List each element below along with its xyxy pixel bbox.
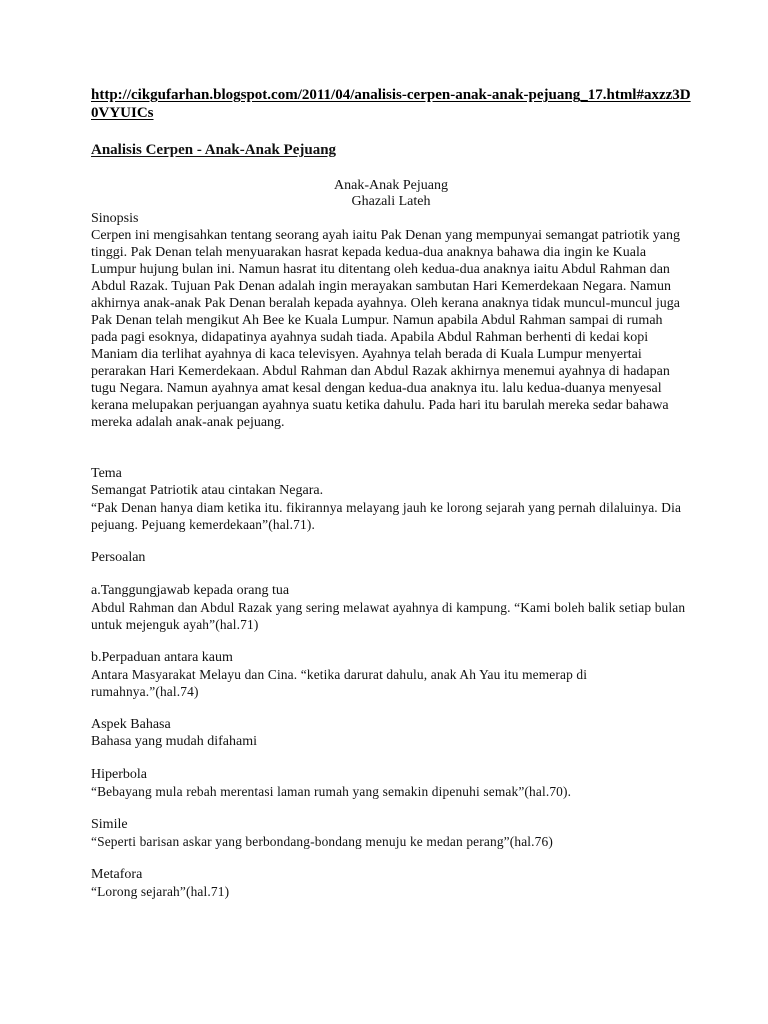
persoalan-section (91, 549, 691, 700)
simile-label: Simile (91, 817, 128, 832)
sinopsis-section (91, 210, 691, 431)
simile-quote: “Seperti barisan askar yang berbondang-bondang menuju ke medan perang”(hal.76) (91, 834, 553, 849)
document-heading: Analisis Cerpen - Anak-Anak Pejuang (91, 142, 337, 158)
tema-section (91, 465, 691, 533)
persoalan-label: Persoalan (91, 550, 146, 565)
story-header (91, 178, 691, 210)
aspek-bahasa-label: Aspek Bahasa (91, 717, 171, 732)
persoalan-item-title: a.Tanggungjawab kepada orang tua (91, 583, 290, 598)
aspek-bahasa-text: Bahasa yang mudah difahami (91, 734, 258, 749)
tema-text: Semangat Patriotik atau cintakan Negara. (91, 483, 324, 498)
story-title: Anak-Anak Pejuang (334, 178, 448, 193)
hiperbola-section (91, 766, 691, 800)
hiperbola-label: Hiperbola (91, 767, 147, 782)
sinopsis-label: Sinopsis (91, 211, 139, 226)
persoalan-item-text: Antara Masyarakat Melayu dan Cina. “ketika darurat dahulu, anak Ah Yau itu memerap di rumahnya.”(hal.74) (91, 667, 588, 699)
aspek-bahasa-section (91, 716, 691, 750)
persoalan-item (91, 649, 691, 700)
sinopsis-text: Cerpen ini mengisahkan tentang seorang ayah iaitu Pak Denan yang mempunyai semangat patriotik yang tinggi. Pak Denan telah menyuarakan hasrat kepada kedua-dua anaknya bahawa dia ingin ke Kuala Lumpur hujung bulan ini. Namun hasrat itu ditentang oleh kedua-dua anaknya iaitu Abdul Rahman dan Abdul Razak. Tujuan Pak Denan adalah ingin merayakan sambutan Hari Kemerdekaan Negara. Namun akhirnya anak-anak Pak Denan beralah kepada ayahnya. Oleh kerana anaknya tidak muncul-muncul juga Pak Denan telah mengikut Ah Bee ke Kuala Lumpur. Namun apabila Abdul Rahman sampai di rumah pada pagi esoknya, didapatinya ayahnya sudah tiada. Apabila Abdul Rahman berhenti di kedai kopi Maniam dia terlihat ayahnya di kaca televisyen. Ayahnya telah berada di Kuala Lumpur menyertai perarakan Hari Kemerdekaan. Abdul Rahman dan Abdul Razak akhirnya menemui ayahnya di hadapan tugu Negara. Namun ayahnya amat kesal dengan kedua-dua anaknya itu. lalu kedua-duanya menyesal kerana melupakan perjuangan ayahnya suatu ketika dahulu. Pada hari itu barulah mereka sedar bahawa mereka adalah anak-anak pejuang. (91, 228, 680, 430)
metafora-label: Metafora (91, 867, 143, 882)
hiperbola-quote: “Bebayang mula rebah merentasi laman rumah yang semakin dipenuhi semak”(hal.70). (91, 784, 572, 799)
document-page (91, 86, 691, 900)
persoalan-item-text: Abdul Rahman dan Abdul Razak yang sering melawat ayahnya di kampung. “Kami boleh balik setiap bulan untuk mejenguk ayah”(hal.71) (91, 600, 686, 632)
metafora-section (91, 866, 691, 900)
tema-label: Tema (91, 466, 122, 481)
story-author: Ghazali Lateh (351, 194, 431, 209)
persoalan-item-title: b.Perpaduan antara kaum (91, 650, 233, 665)
persoalan-item (91, 582, 691, 633)
simile-section (91, 816, 691, 850)
source-url-link[interactable]: http://cikgufarhan.blogspot.com/2011/04/analisis-cerpen-anak-anak-pejuang_17.html#axzz3D0VYUICs (91, 87, 691, 121)
tema-quote: “Pak Denan hanya diam ketika itu. fikirannya melayang jauh ke lorong sejarah yang pernah dilaluinya. Dia pejuang. Pejuang kemerdekaan”(hal.71). (91, 500, 682, 532)
metafora-quote: “Lorong sejarah”(hal.71) (91, 884, 230, 899)
